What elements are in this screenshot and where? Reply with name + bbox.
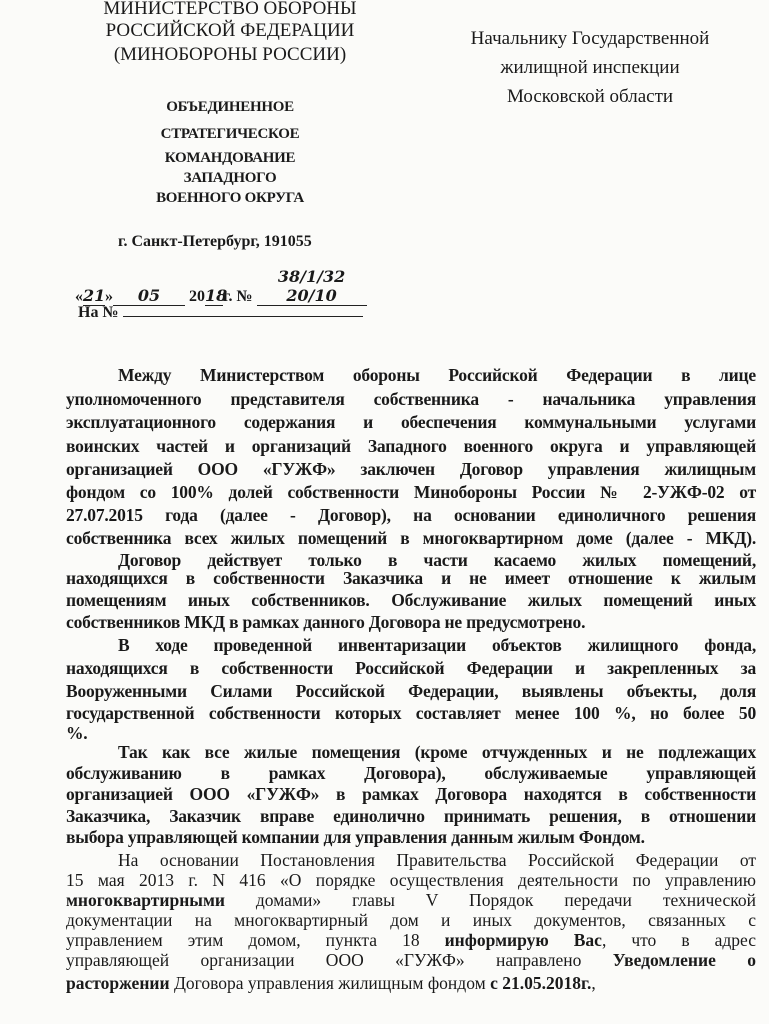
reference-line: На №: [78, 298, 363, 322]
ministry-line: РОССИЙСКОЙ ФЕДЕРАЦИИ: [105, 20, 355, 41]
body-line: государственной собственности которых составляет менее 100 %, но более 50: [66, 703, 756, 723]
ministry-line: (МИНОБОРОНЫ РОССИИ): [113, 44, 347, 65]
body-line: эксплуатационного содержания и обеспечения коммунальными услугами: [66, 412, 756, 432]
body-line: 15 мая 2013 г. N 416 «О порядке осуществления деятельности по управлению: [66, 870, 756, 890]
recipient-line: жилищной инспекции: [500, 57, 680, 78]
recipient-line: Московской области: [506, 86, 674, 107]
body-line: организацией ООО «ГУЖФ» заключен Договор управления жилищным: [66, 459, 756, 479]
date-day: 21: [83, 286, 106, 305]
body-line: управляющей организации ООО «ГУЖФ» направлено Уведомление о: [66, 950, 756, 970]
date-line: «21» 05 2018г. № 38/1/32 20/10: [75, 267, 367, 306]
body-line: собственника всех жилых помещений в многоквартирном доме (далее - МКД).: [66, 528, 756, 548]
body-line: выбора управляющей компании для управления данным жилым Фондом.: [66, 827, 645, 847]
command-line: КОМАНДОВАНИЕ: [164, 150, 296, 166]
command-line: ОБЪЕДИНЕННОЕ: [166, 99, 294, 115]
body-line: расторжении Договора управления жилищным фондом с 21.05.2018г.,: [66, 973, 596, 993]
body-line: Между Министерством обороны Российской Федерации в лице: [118, 365, 756, 385]
body-line: Вооруженными Силами Российской Федерации, выявлены объекты, доля: [66, 681, 756, 701]
command-line: ВОЕННОГО ОКРУГА: [156, 190, 304, 206]
command-line: ЗАПАДНОГО: [183, 170, 277, 186]
body-line: фондом со 100% долей собственности Минобороны России № 2-УЖФ-02 от: [66, 482, 756, 502]
body-line: собственников МКД в рамках данного Договора не предусмотрено.: [66, 612, 586, 632]
body-line: находящихся в собственности Российской Федерации и закрепленных за: [66, 658, 756, 678]
body-line: %.: [66, 723, 88, 743]
body-line: В ходе проведенной инвентаризации объектов жилищного фонда,: [118, 635, 756, 655]
body-line: Заказчика, Заказчик вправе единолично принимать решения, в отношении: [66, 806, 756, 826]
body-line: уполномоченного представителя собственника - начальника управления: [66, 389, 756, 409]
reference-blank: [123, 298, 363, 317]
date-year: 18: [205, 286, 228, 305]
body-line: документации на многоквартирный дом и иных документов, связанных с: [66, 910, 756, 930]
sender-city: г. Санкт-Петербург, 191055: [118, 233, 312, 250]
body-line: помещениям иных собственников. Обслуживание жилых помещений иных: [66, 590, 756, 610]
body-line: многоквартирными домами» главы V Порядок передачи технической: [66, 890, 756, 910]
body-line: 27.07.2015 года (далее - Договор), на основании единоличного решения: [66, 505, 756, 525]
body-line: находящихся в собственности Заказчика и не имеет отношение к жилым: [66, 568, 756, 588]
recipient-line: Начальнику Государственной: [470, 28, 710, 49]
body-line: организацией ООО «ГУЖФ» в рамках Договора находятся в собственности: [66, 784, 756, 804]
body-line: воинских частей и организаций Западного военного округа и управляющей: [66, 436, 756, 456]
ministry-line: МИНИСТЕРСТВО ОБОРОНЫ: [103, 0, 357, 19]
body-line: Так как все жилые помещения (кроме отчужденных и не подлежащих: [118, 742, 756, 762]
body-line: управлением этим домом, пункта 18 информирую Вас, что в адрес: [66, 930, 757, 950]
body-line: обслуживанию в рамках Договора), обслуживаемые управляющей: [66, 763, 756, 783]
command-line: СТРАТЕГИЧЕСКОЕ: [160, 126, 300, 142]
body-line: На основании Постановления Правительства Российской Федерации от: [118, 850, 756, 870]
document-number: 38/1/32 20/10: [257, 267, 367, 306]
date-month: 05: [113, 286, 185, 306]
body-line: Договор действует только в части касаемо жилых помещений,: [118, 550, 756, 570]
